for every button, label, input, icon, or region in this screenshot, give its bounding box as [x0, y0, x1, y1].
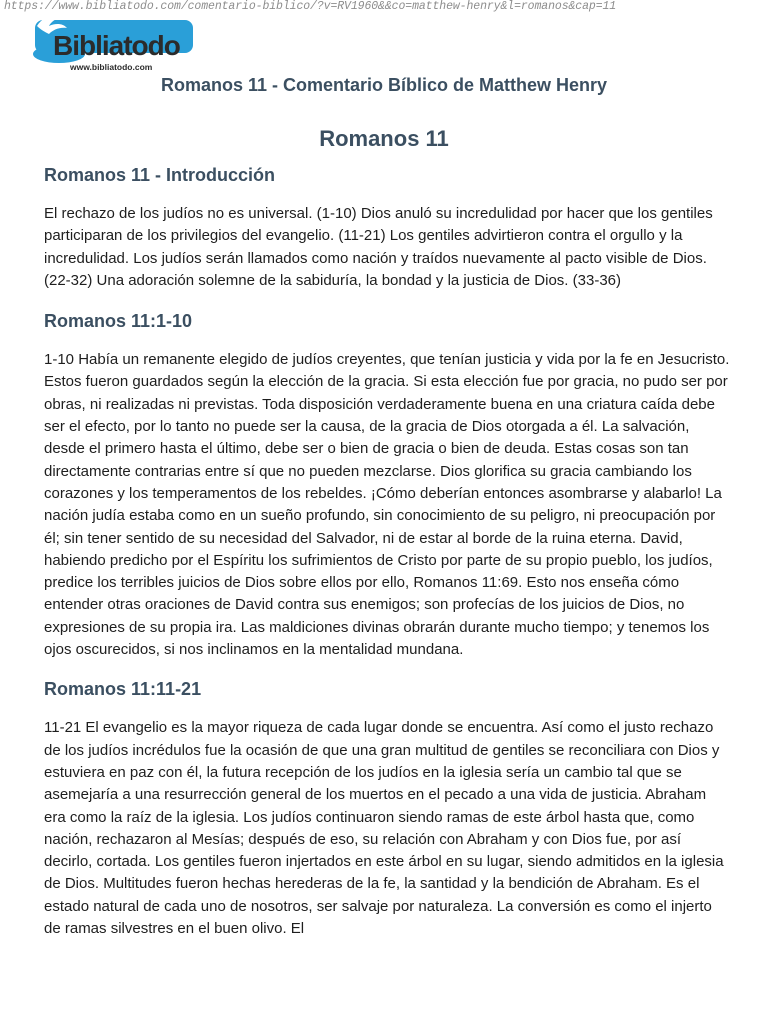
section-heading-11-11-21: Romanos 11:11-21 [44, 679, 202, 700]
document-title: Romanos 11 - Comentario Bíblico de Matthew Henry [160, 75, 608, 95]
section-text-11-1-10: 1-10 Había un remanente elegido de judíos creyentes, que tenían justicia y vida por la fe en Jesucristo. Estos fueron guardados según la elección de la gracia. Si esta elección fue por gracia, no pudo ser por obras, ni realizadas ni previstas. Toda disposición verdaderamente buena en una criatura caída debe ser el efecto, por lo tanto no puede ser la causa, de la gracia de Dios otorgada a él. La salvación, desde el primero hasta el último, debe ser o bien de gracia o bien de deuda. Estas cosas son tan directamente contrarias entre sí que no pueden mezclarse. Dios glorifica su gracia cambiando los corazones y los temperamentos de los rebeldes. ¡Cómo deberían entonces asombrarse y alabarlo! La nación judía estaba como en un sueño profundo, sin conocimiento de su peligro, ni preocupación por él; sin tener sentido de su necesidad del Salvador, ni de estar al borde de la ruina eterna. David, habiendo predicho por el Espíritu los sufrimientos de Cristo por parte de su propio pueblo, los judíos, predice los terribles juicios de Dios sobre ellos por ello, Romanos 11:69. Esto nos enseña cómo entender otras oraciones de David contra sus enemigos; son profecías de los juicios de Dios, no expresiones de su propia ira. Las maldiciones divinas obrarán durante mucho tiempo; y tenemos los ojos oscurecidos, si nos inclinamos en la mentalidad mundana. [44, 351, 730, 659]
bibliatodo-logo[interactable] [33, 14, 193, 76]
page-url[interactable]: https://www.bibliatodo.com/comentario-biblico/?v=RV1960&&co=matthew-henry&l=romanos&cap=11 [4, 0, 617, 13]
commentary-content [44, 165, 730, 940]
section-heading-11-1-10: Romanos 11:1-10 [44, 311, 193, 332]
section-text-11-11-21: 11-21 El evangelio es la mayor riqueza de cada lugar donde se encuentra. Así como el justo rechazo de los judíos incrédulos fue la ocasión de que una gran multitud de gentiles se reconciliara con Dios y estuviera en paz con él, la futura recepción de los judíos en la iglesia sería un cambio tal que se asemejaría a una resurrección general de los muertos en el pecado a una vida de justicia. Abraham era como la raíz de la iglesia. Los judíos continuaron siendo ramas de este árbol hasta que, como nación, rechazaron al Mesías; después de eso, su relación con Abraham y con Dios fue, por así decirlo, cortada. Los gentiles fueron injertados en este árbol en su lugar, siendo admitidos en la iglesia de Dios. Multitudes fueron hechas herederas de la fe, la santidad y la bendición de Abraham. Es el estado natural de cada uno de nosotros, ser salvaje por naturaleza. La conversión es como el injerto de ramas silvestres en el buen olivo. El [44, 719, 724, 938]
section-text-introduccion: El rechazo de los judíos no es universal. (1-10) Dios anuló su incredulidad por hacer que los gentiles participaran de los privilegios del evangelio. (11-21) Los gentiles advirtieron contra el orgullo y la incredulidad. Los judíos serán llamados como nación y traídos nuevamente al pacto visible de Dios. (22-32) Una adoración solemne de la sabiduría, la bondad y la justicia de Dios. (33-36) [44, 205, 713, 289]
logo-wordmark: Bibliatodo [53, 30, 180, 61]
logo-site-url: www.bibliatodo.com [70, 62, 153, 72]
section-heading-introduccion: Romanos 11 - Introducción [44, 165, 276, 185]
chapter-heading: Romanos 11 [319, 126, 449, 151]
